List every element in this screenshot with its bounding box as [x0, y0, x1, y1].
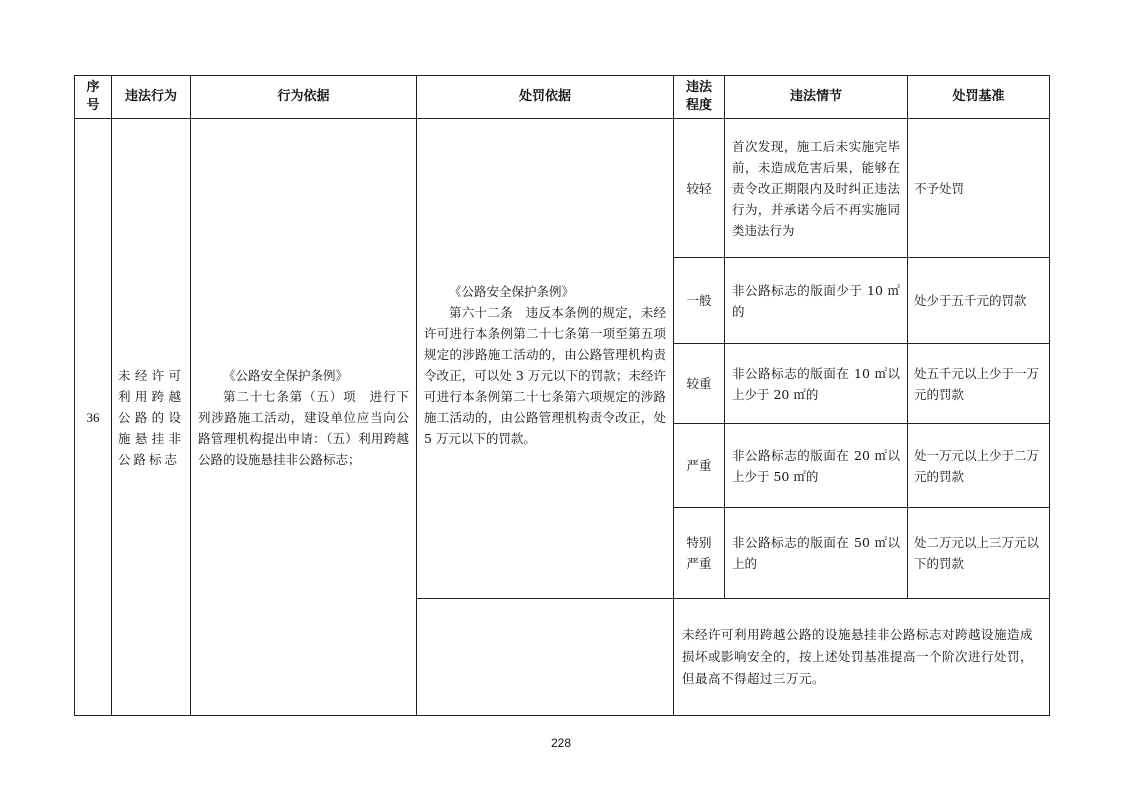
header-conduct-basis: 行为依据: [191, 76, 417, 119]
conduct-basis: [191, 119, 417, 716]
header-degree: 违法程度: [674, 76, 725, 119]
circumstance-cell: 非公路标志的版面在 20 ㎡以上少于 50 ㎡的: [725, 424, 908, 508]
degree-cell: 特别严重: [674, 508, 725, 599]
standard-cell: 处二万元以上三万元以下的罚款: [908, 508, 1050, 599]
header-standard: 处罚基准: [908, 76, 1050, 119]
header-circumstance: 违法情节: [725, 76, 908, 119]
standard-cell: 处少于五千元的罚款: [908, 258, 1050, 344]
header-action: 违法行为: [112, 76, 191, 119]
penalty-basis: [417, 119, 674, 599]
degree-cell: 严重: [674, 424, 725, 508]
degree-cell: 较轻: [674, 119, 725, 258]
circumstance-cell: 非公路标志的版面在 50 ㎡以上的: [725, 508, 908, 599]
standard-cell: 不予处罚: [908, 119, 1050, 258]
header-penalty-basis: 处罚依据: [417, 76, 674, 119]
table-row: [75, 119, 1050, 258]
row-seq: 36: [75, 119, 112, 716]
penalty-basis-empty: [417, 599, 674, 716]
circumstance-cell: 首次发现，施工后未实施完毕前，未造成危害后果，能够在责令改正期限内及时纠正违法行为，并承诺今后不再实施同类违法行为: [725, 119, 908, 258]
circumstance-cell: 非公路标志的版面在 10 ㎡以上少于 20 ㎡的: [725, 344, 908, 424]
page-number: 228: [550, 736, 572, 750]
header-seq: 序号: [75, 76, 112, 119]
penalty-standard-table: [74, 75, 1050, 716]
aggravation-note: 未经许可利用跨越公路的设施悬挂非公路标志对跨越设施造成损坏或影响安全的，按上述处罚基准提高一个阶次进行处罚，但最高不得超过三万元。: [674, 599, 1050, 716]
violation-action: 未经许可利用跨越公路的设施悬挂非公路标志: [112, 119, 191, 716]
penalty-basis-text: 第六十二条 违反本条例的规定，未经许可进行本条例第二十七条第一项至第五项规定的涉路施工活动的，由公路管理机构责令改正，可以处 3 万元以下的罚款；未经许可进行本条例第二十七条第六项规定的涉路施工活动的，由公路管理机构责令改正，处 5 万元以下的罚款。: [424, 304, 666, 446]
standard-cell: 处一万元以上少于二万元的罚款: [908, 424, 1050, 508]
standard-cell: 处五千元以上少于一万元的罚款: [908, 344, 1050, 424]
circumstance-cell: 非公路标志的版面少于 10 ㎡的: [725, 258, 908, 344]
penalty-basis-title: 《公路安全保护条例》: [449, 283, 575, 299]
header-row: [75, 76, 1050, 119]
degree-cell: 一般: [674, 258, 725, 344]
degree-cell: 较重: [674, 344, 725, 424]
conduct-basis-title: 《公路安全保护条例》: [223, 367, 349, 383]
conduct-basis-text: 第二十七条第（五）项 进行下列涉路施工活动，建设单位应当向公路管理机构提出申请：（五）利用跨越公路的设施悬挂非公路标志；: [198, 388, 409, 467]
